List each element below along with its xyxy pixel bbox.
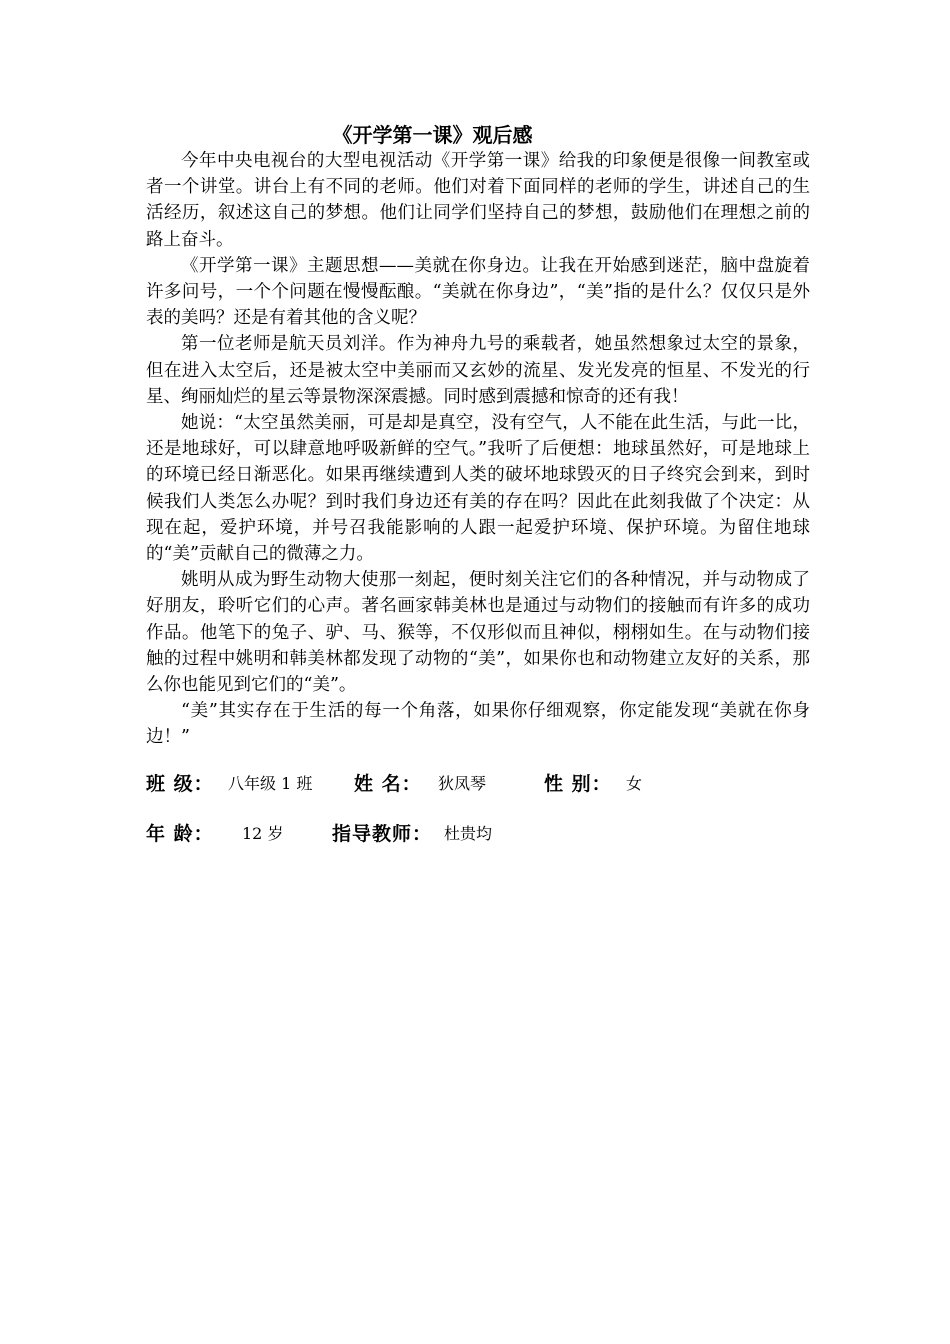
class-value: 八年级 1 班 [228,774,313,793]
age-label: 年 龄： [146,823,214,845]
age-value: 12 岁 [242,824,284,843]
gender-value: 女 [626,774,643,793]
name-label: 姓 名： [354,773,422,795]
essay-body [146,148,810,751]
paragraph-1: 今年中央电视台的大型电视活动《开学第一课》给我的印象便是很像一间教室或者一个讲堂。讲台上有不同的老师。他们对着下面同样的老师的学生，讲述自己的生活经历，叙述这自己的梦想。他们让同学们坚持自己的梦想，鼓励他们在理想之前的路上奋斗。 [146,151,810,250]
paragraph-5: 姚明从成为野生动物大使那一刻起，便时刻关注它们的各种情况，并与动物成了好朋友，聆听它们的心声。著名画家韩美林也是通过与动物们的接触而有许多的成功作品。他笔下的兔子、驴、马、猴等，不仅形似而且神似，栩栩如生。在与动物们接触的过程中姚明和韩美林都发现了动物的“美”，如果你也和动物建立友好的关系，那么你也能见到它们的“美”。 [146,570,810,696]
paragraph-4: 她说：“太空虽然美丽，可是却是真空，没有空气，人不能在此生活，与此一比，还是地球好，可以肆意地呼吸新鲜的空气。”我听了后便想：地球虽然好，可是地球上的环境已经日渐恶化。如果再继续遭到人类的破坏地球毁灭的日子终究会到来，到时候我们人类怎么办呢？到时我们身边还有美的存在吗？因此在此刻我做了个决定：从现在起，爱护环境，并号召我能影响的人跟一起爱护环境、保护环境。为留住地球的“美”贡献自己的微薄之力。 [146,413,810,565]
paragraph-2: 《开学第一课》主题思想——美就在你身边。让我在开始感到迷茫，脑中盘旋着许多问号，一个个问题在慢慢酝酿。“美就在你身边”，“美”指的是什么？仅仅只是外表的美吗？还是有着其他的含义呢？ [146,255,810,329]
paragraph-6: “美”其实存在于生活的每一个角落，如果你仔细观察，你定能发现“美就在你身边！” [146,701,810,748]
gender-label: 性 别： [544,773,612,795]
name-value: 狄凤琴 [438,774,487,793]
student-info-row-1 [146,770,666,798]
teacher-value: 杜贵均 [444,824,493,843]
document-title: 《开学第一课》观后感 [332,123,533,147]
teacher-label: 指导教师： [332,823,433,845]
class-label: 班 级： [146,773,214,795]
student-info-row-2 [146,820,546,848]
paragraph-3: 第一位老师是航天员刘洋。作为神舟九号的乘载者，她虽然想象过太空的景象，但在进入太空后，还是被太空中美丽而又玄妙的流星、发光发亮的恒星、不发光的行星、绚丽灿烂的星云等景物深深震撼。同时感到震撼和惊奇的还有我！ [146,334,810,407]
